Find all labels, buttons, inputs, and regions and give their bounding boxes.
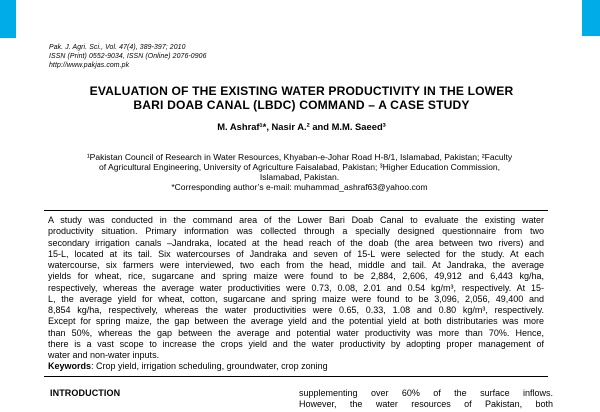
decorative-blue-bar-left <box>0 0 16 38</box>
body-line: supplementing over 60% of the surface inflows. <box>299 388 553 398</box>
abstract-line: water and non-water inputs. <box>48 350 160 360</box>
affiliation-block <box>46 152 553 192</box>
abstract-line: watercourse, six farmers were interviewed, two each from the head, middle and tail. At Jandraka, the average <box>48 260 544 270</box>
corresponding-author-email[interactable]: *Corresponding author’s e-mail: muhammad_ashraf63@yahoo.com <box>171 182 428 192</box>
abstract-line: 8,854 kg/ha, respectively, whereas the water productivities were 0.65, 0.33, 1.08 and 0.80 kg/m³, respectively. <box>48 305 544 315</box>
abstract-line: there is a vast scope to increase the crops yield and the water productivity by adopting proper management of <box>48 338 544 349</box>
body-column-right <box>299 388 553 410</box>
affiliation-line-1: ¹Pakistan Council of Research in Water Resources, Khyaban-e-Johar Road H-8/1, Islamabad, Pakistan; ²Faculty <box>86 152 513 162</box>
abstract-box <box>44 210 548 377</box>
author-list: M. Ashraf¹*, Nasir A.² and M.M. Saeed³ <box>217 121 386 132</box>
page-title-line-2: BARI DOAB CANAL (LBDC) COMMAND – A CASE STUDY <box>133 97 470 112</box>
decorative-blue-bar-right <box>582 0 600 36</box>
section-heading-introduction: INTRODUCTION <box>50 388 121 398</box>
abstract-line: Except for spring maize, the gap between the average yield and the potential yield at both distributaries was more <box>48 316 544 327</box>
abstract-line: yields for wheat, rice, sugarcane and spring maize were found to be 2,884, 2,606, 49,912 and 6,443 kg/ha, <box>48 271 544 282</box>
body-two-column-area <box>50 388 553 410</box>
keywords-line <box>44 361 548 372</box>
page-title <box>50 85 553 112</box>
keywords-value: : Crop yield, irrigation scheduling, groundwater, crop zoning <box>91 361 328 372</box>
body-column-left <box>50 388 290 399</box>
journal-citation-header <box>49 43 207 70</box>
abstract-line: than 50%, whereas the gap between the average and potential water productivity was more than 70%. Hence, <box>48 327 544 338</box>
body-line: However, the water resources of Pakistan, both <box>299 398 553 409</box>
abstract-line: A study was conducted in the command area of the Lower Bari Doab Canal to evaluate the existing water <box>48 215 544 225</box>
affiliation-line-3: Islamabad, Pakistan. <box>259 172 340 182</box>
page-title-line-1: EVALUATION OF THE EXISTING WATER PRODUCTIVITY IN THE LOWER <box>89 84 514 98</box>
journal-issn-line: ISSN (Print) 0552-9034, ISSN (Online) 2076-0906 <box>49 53 207 60</box>
journal-citation-line: Pak. J. Agri. Sci., Vol. 47(4), 389-397; 2010 <box>49 44 186 51</box>
affiliation-line-2: of Agricultural Engineering, University of Agriculture Faisalabad, Pakistan; ³Higher Education Commission, <box>99 162 500 172</box>
abstract-line: secondary irrigation canals –Jandraka, located at the head reach of the doab (the area between two rivers) and <box>48 237 544 248</box>
abstract-line: productivity situation. Primary information was collected through a specially designed questionnaire from two <box>48 226 544 237</box>
abstract-line: 15-L, located at its tail. Six watercourses of Jandraka and seven of 15-L were selected for the study. At each <box>48 248 544 259</box>
keywords-label: Keywords <box>48 361 92 372</box>
abstract-line: L, the average yield for wheat, cotton, sugarcane and spring maize were found to be 3,096, 2,056, 49,400 and <box>48 293 544 304</box>
abstract-line: respectively, whereas the average water productivities were 0.73, 0.08, 2.01 and 0.54 kg/m³, respectively. At 15- <box>48 282 544 293</box>
journal-url-line[interactable]: http://www.pakjas.com.pk <box>49 62 130 69</box>
